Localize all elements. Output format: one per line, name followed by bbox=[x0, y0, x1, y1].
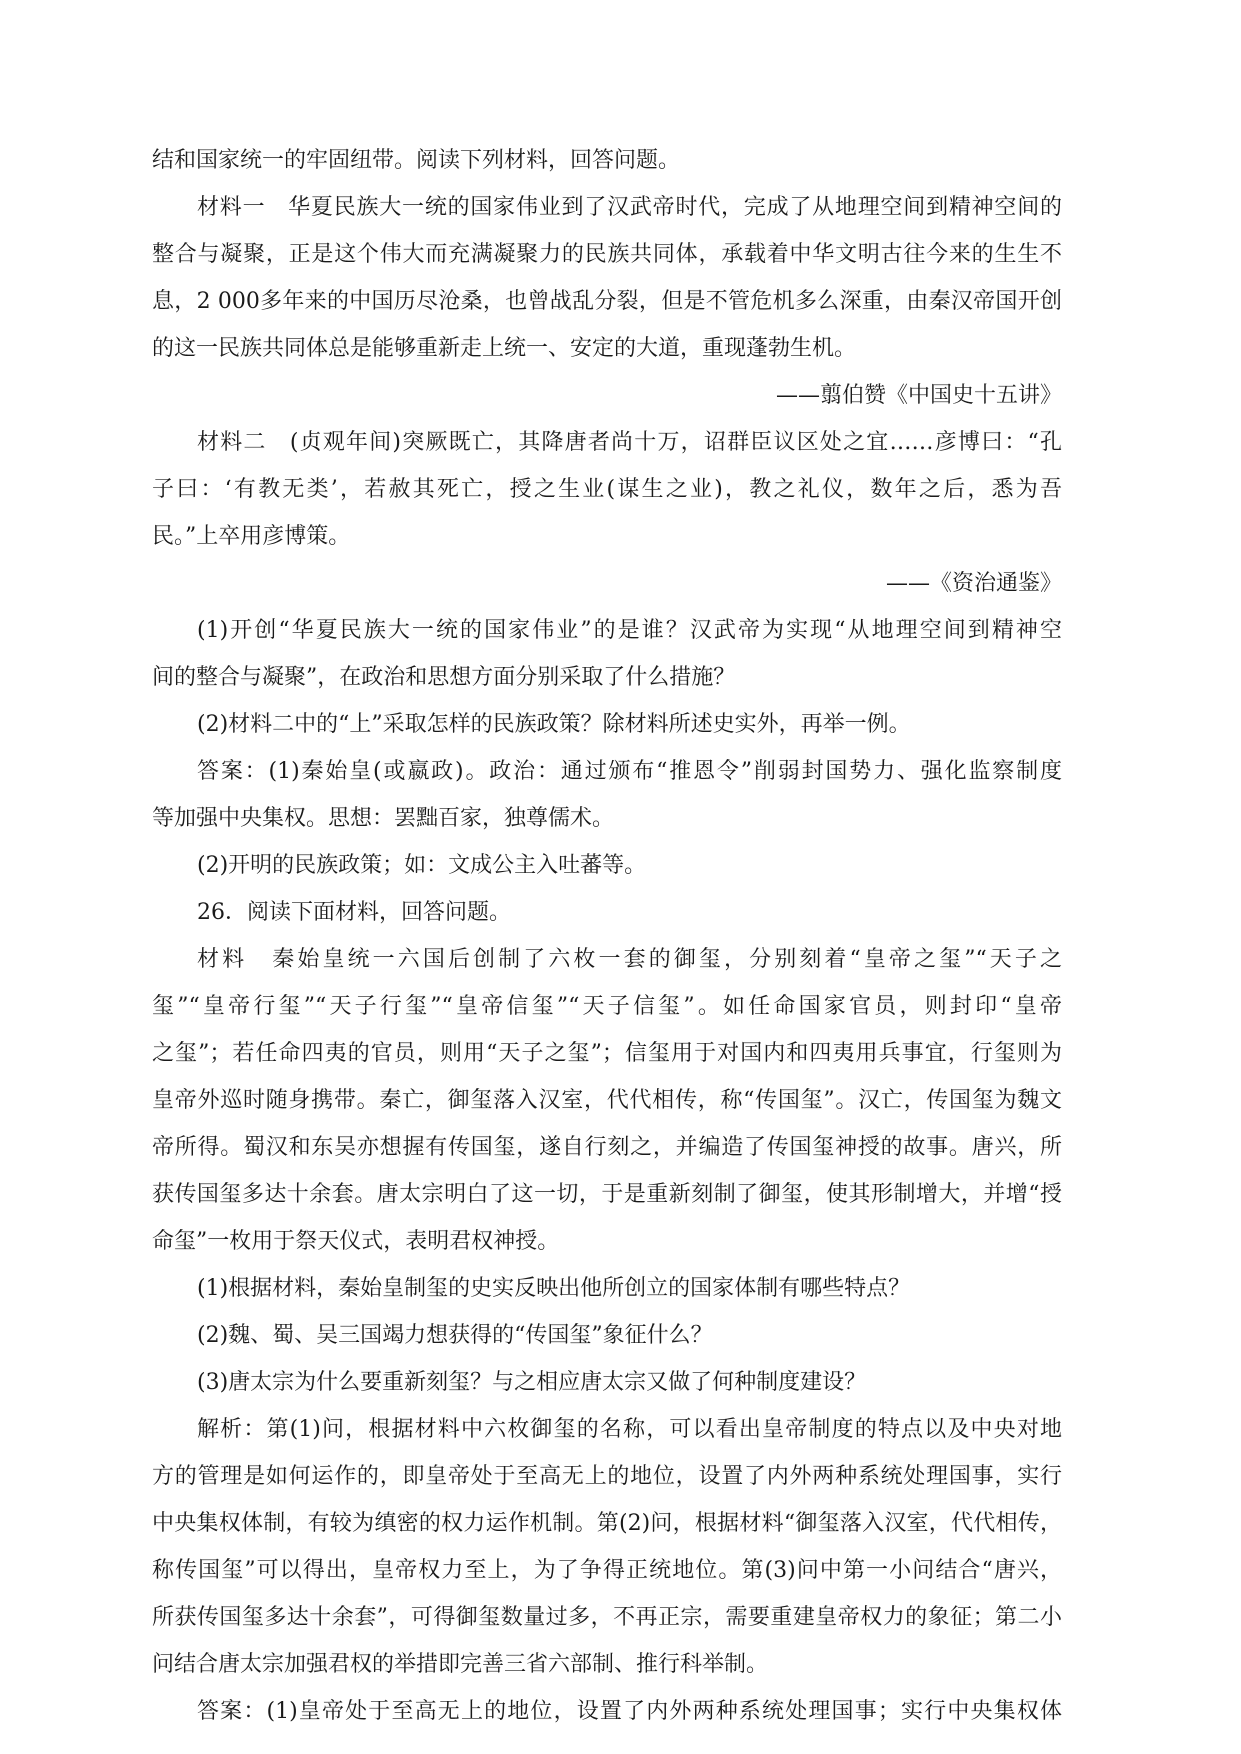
question-heading: 26．阅读下面材料，回答问题。 bbox=[197, 900, 511, 925]
text-line: 玺”“皇帝行玺”“天子行玺”“皇帝信玺”“天子信玺”。如任命国家官员，则封印“皇帝 bbox=[152, 994, 1062, 1019]
question-line: (2)材料二中的“上”采取怎样的民族政策？除材料所述史实外，再举一例。 bbox=[197, 712, 911, 737]
text-line: 皇帝外巡时随身携带。秦亡，御玺落入汉室，代代相传，称“传国玺”。汉亡，传国玺为魏文 bbox=[152, 1088, 1062, 1113]
text-line: 的这一民族共同体总是能够重新走上统一、安定的大道，重现蓬勃生机。 bbox=[152, 336, 857, 361]
analysis-line: 中央集权体制，有较为缜密的权力运作机制。第(2)问，根据材料“御玺落入汉室，代代相传， bbox=[152, 1511, 1062, 1536]
question-line: (1)根据材料，秦始皇制玺的史实反映出他所创立的国家体制有哪些特点？ bbox=[197, 1276, 911, 1301]
citation-line: ——翦伯赞《中国史十五讲》 bbox=[775, 383, 1062, 408]
text-line: 子曰：‘有教无类’，若赦其死亡，授之生业(谋生之业)，教之礼仪，数年之后，悉为吾 bbox=[152, 477, 1062, 502]
analysis-line: 方的管理是如何运作的，即皇帝处于至高无上的地位，设置了内外两种系统处理国事，实行 bbox=[152, 1464, 1062, 1489]
analysis-line: 称传国玺”可以得出，皇帝权力至上，为了争得正统地位。第(3)问中第一小问结合“唐兴， bbox=[152, 1558, 1062, 1583]
text-line: 材料二 (贞观年间)突厥既亡，其降唐者尚十万，诏群臣议区处之宜……彦博曰：“孔 bbox=[197, 430, 1062, 455]
question-line: (3)唐太宗为什么要重新刻玺？与之相应唐太宗又做了何种制度建设？ bbox=[197, 1370, 867, 1395]
answer-line: 答案：(1)皇帝处于至高无上的地位，设置了内外两种系统处理国事；实行中央集权体 bbox=[197, 1699, 1062, 1724]
analysis-line: 所获传国玺多达十余套”，可得御玺数量过多，不再正宗，需要重建皇帝权力的象征；第二小 bbox=[152, 1605, 1062, 1630]
question-line: 间的整合与凝聚”，在政治和思想方面分别采取了什么措施？ bbox=[152, 665, 736, 690]
text-line: 获传国玺多达十余套。唐太宗明白了这一切，于是重新刻制了御玺，使其形制增大，并增“授 bbox=[152, 1182, 1062, 1207]
question-line: (2)魏、蜀、吴三国竭力想获得的“传国玺”象征什么？ bbox=[197, 1323, 713, 1348]
answer-line: (2)开明的民族政策；如：文成公主入吐蕃等。 bbox=[197, 853, 647, 878]
question-line: (1)开创“华夏民族大一统的国家伟业”的是谁？汉武帝为实现“从地理空间到精神空 bbox=[197, 618, 1062, 643]
text-line: 材料一 华夏民族大一统的国家伟业到了汉武帝时代，完成了从地理空间到精神空间的 bbox=[197, 195, 1062, 220]
text-line: 结和国家统一的牢固纽带。阅读下列材料，回答问题。 bbox=[152, 148, 681, 173]
document-page bbox=[152, 143, 1062, 1741]
text-line: 整合与凝聚，正是这个伟大而充满凝聚力的民族共同体，承载着中华文明古往今来的生生不 bbox=[152, 242, 1062, 267]
text-line: 之玺”；若任命四夷的官员，则用“天子之玺”；信玺用于对国内和四夷用兵事宜，行玺则为 bbox=[152, 1041, 1062, 1066]
analysis-line: 解析：第(1)问，根据材料中六枚御玺的名称，可以看出皇帝制度的特点以及中央对地 bbox=[197, 1417, 1062, 1442]
citation-line: ——《资治通鉴》 bbox=[885, 571, 1062, 596]
text-line: 材料 秦始皇统一六国后创制了六枚一套的御玺，分别刻着“皇帝之玺”“天子之 bbox=[197, 947, 1062, 972]
text-line: 帝所得。蜀汉和东吴亦想握有传国玺，遂自行刻之，并编造了传国玺神授的故事。唐兴，所 bbox=[152, 1135, 1062, 1160]
analysis-line: 问结合唐太宗加强君权的举措即完善三省六部制、推行科举制。 bbox=[152, 1652, 769, 1677]
answer-line: 答案：(1)秦始皇(或嬴政)。政治：通过颁布“推恩令”削弱封国势力、强化监察制度 bbox=[197, 759, 1062, 784]
text-line: 命玺”一枚用于祭天仪式，表明君权神授。 bbox=[152, 1229, 560, 1254]
text-line: 息，2 000多年来的中国历尽沧桑，也曾战乱分裂，但是不管危机多么深重，由秦汉帝国开创 bbox=[152, 289, 1062, 314]
text-line: 民。”上卒用彦博策。 bbox=[152, 524, 351, 549]
answer-line: 等加强中央集权。思想：罢黜百家，独尊儒术。 bbox=[152, 806, 615, 831]
